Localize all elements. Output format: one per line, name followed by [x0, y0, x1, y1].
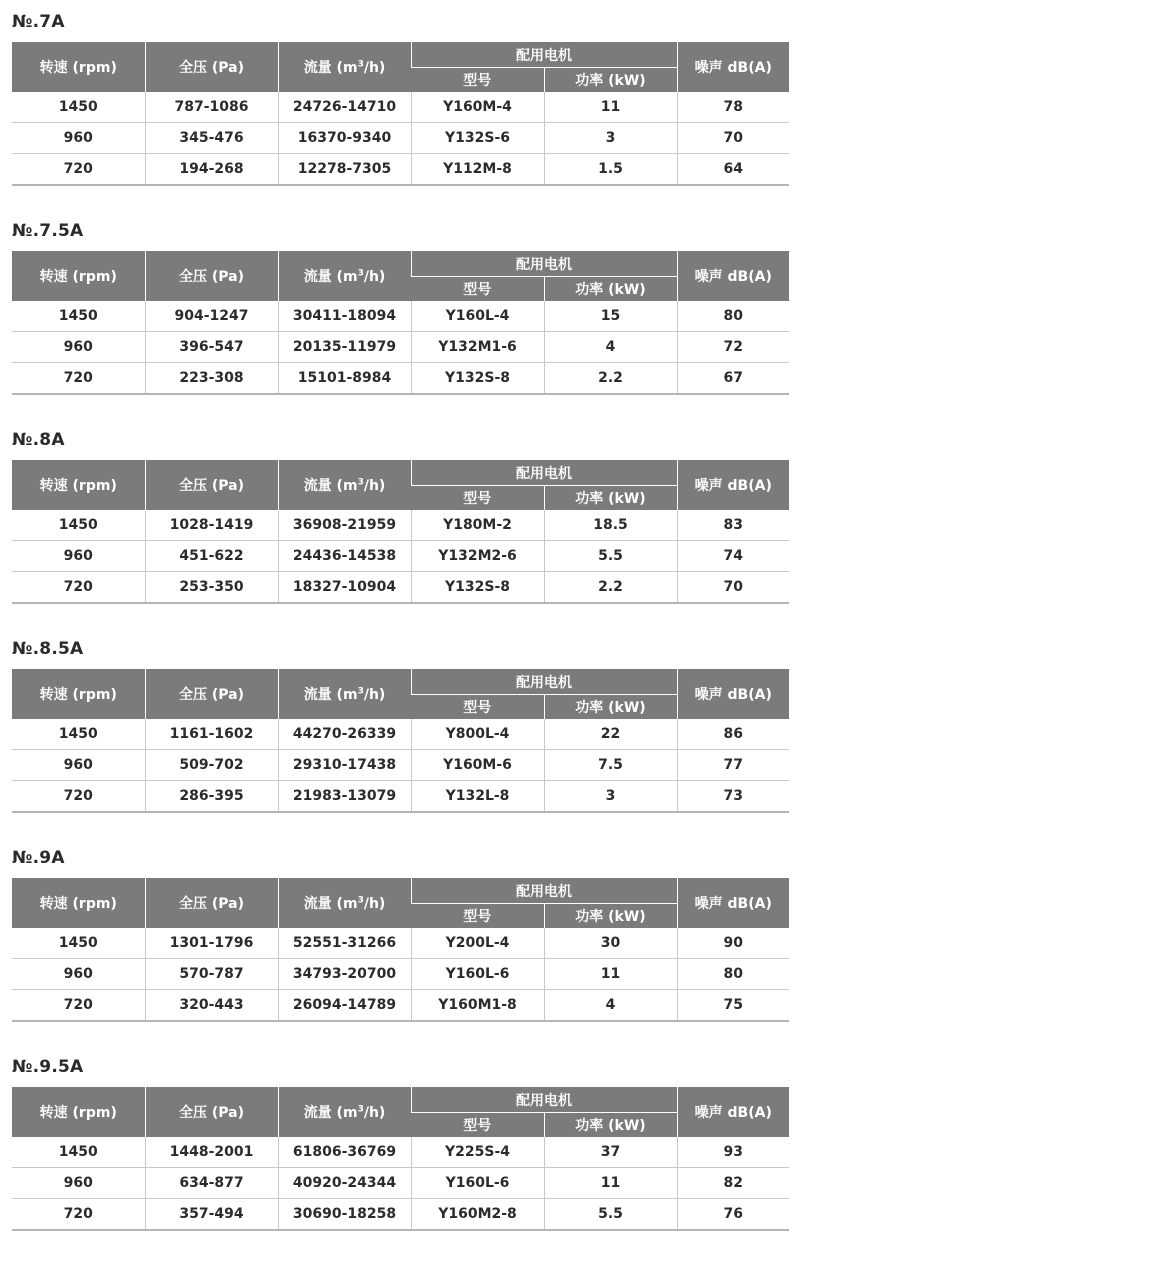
cell-speed: 960	[12, 123, 145, 154]
cell-speed: 720	[12, 154, 145, 186]
cell-flow: 26094-14789	[278, 990, 411, 1022]
spec-table	[12, 251, 789, 395]
header-flow-text: 流量 (m	[303, 896, 358, 912]
header-noise: 噪声 dB(A)	[677, 460, 789, 510]
header-speed: 转速 (rpm)	[12, 669, 145, 719]
cell-pressure: 904-1247	[145, 301, 278, 332]
header-flow	[278, 251, 411, 301]
cell-power: 7.5	[544, 750, 677, 781]
spec-table	[12, 42, 789, 186]
spec-table	[12, 878, 789, 1022]
header-motor-group: 配用电机	[411, 878, 677, 904]
header-pressure: 全压 (Pa)	[145, 669, 278, 719]
header-noise: 噪声 dB(A)	[677, 42, 789, 92]
cell-noise: 93	[677, 1137, 789, 1168]
cell-noise: 74	[677, 541, 789, 572]
header-flow-unit: /h)	[363, 896, 386, 912]
cell-power: 22	[544, 719, 677, 750]
header-noise: 噪声 dB(A)	[677, 878, 789, 928]
cell-power: 4	[544, 990, 677, 1022]
header-speed: 转速 (rpm)	[12, 42, 145, 92]
cell-pressure: 194-268	[145, 154, 278, 186]
cell-power: 18.5	[544, 510, 677, 541]
table-row	[12, 781, 789, 813]
section-title: №.7.5A	[12, 221, 84, 241]
table-row	[12, 510, 789, 541]
cell-noise: 80	[677, 301, 789, 332]
header-power: 功率 (kW)	[544, 695, 677, 720]
cell-pressure: 1301-1796	[145, 928, 278, 959]
header-row	[12, 878, 789, 904]
cell-flow: 12278-7305	[278, 154, 411, 186]
header-flow	[278, 42, 411, 92]
spec-section	[12, 637, 789, 846]
header-model: 型号	[411, 68, 544, 93]
header-power: 功率 (kW)	[544, 68, 677, 93]
cell-flow: 16370-9340	[278, 123, 411, 154]
header-row	[12, 42, 789, 68]
spec-section	[12, 10, 789, 219]
cell-power: 5.5	[544, 1199, 677, 1231]
spec-section	[12, 846, 789, 1055]
cell-power: 4	[544, 332, 677, 363]
header-power: 功率 (kW)	[544, 277, 677, 302]
cell-flow: 21983-13079	[278, 781, 411, 813]
cell-power: 30	[544, 928, 677, 959]
cell-flow: 20135-11979	[278, 332, 411, 363]
cell-model: Y160M-4	[411, 92, 544, 123]
cell-flow: 61806-36769	[278, 1137, 411, 1168]
header-flow-superscript: 3	[357, 477, 364, 488]
cell-speed: 960	[12, 750, 145, 781]
header-motor-group: 配用电机	[411, 460, 677, 486]
table-row	[12, 1137, 789, 1168]
header-flow-superscript: 3	[357, 1104, 364, 1115]
header-pressure: 全压 (Pa)	[145, 460, 278, 510]
header-flow	[278, 878, 411, 928]
header-noise: 噪声 dB(A)	[677, 1087, 789, 1137]
header-motor-group: 配用电机	[411, 42, 677, 68]
cell-speed: 720	[12, 572, 145, 604]
cell-noise: 90	[677, 928, 789, 959]
cell-model: Y132S-8	[411, 363, 544, 395]
header-flow-text: 流量 (m	[303, 1105, 358, 1121]
table-row	[12, 1168, 789, 1199]
cell-model: Y132L-8	[411, 781, 544, 813]
header-flow-superscript: 3	[357, 268, 364, 279]
cell-power: 11	[544, 959, 677, 990]
cell-pressure: 451-622	[145, 541, 278, 572]
table-row	[12, 959, 789, 990]
header-model: 型号	[411, 486, 544, 511]
header-row	[12, 669, 789, 695]
table-row	[12, 92, 789, 123]
header-power: 功率 (kW)	[544, 486, 677, 511]
cell-power: 1.5	[544, 154, 677, 186]
header-flow-unit: /h)	[363, 478, 386, 494]
table-row	[12, 332, 789, 363]
cell-flow: 30690-18258	[278, 1199, 411, 1231]
cell-power: 3	[544, 781, 677, 813]
cell-model: Y132M2-6	[411, 541, 544, 572]
cell-flow: 29310-17438	[278, 750, 411, 781]
cell-speed: 960	[12, 332, 145, 363]
cell-model: Y132S-8	[411, 572, 544, 604]
table-row	[12, 154, 789, 186]
cell-noise: 76	[677, 1199, 789, 1231]
cell-speed: 1450	[12, 301, 145, 332]
cell-model: Y160M2-8	[411, 1199, 544, 1231]
cell-flow: 18327-10904	[278, 572, 411, 604]
header-flow-text: 流量 (m	[303, 60, 358, 76]
spec-table	[12, 460, 789, 604]
cell-pressure: 357-494	[145, 1199, 278, 1231]
cell-power: 5.5	[544, 541, 677, 572]
section-title: №.9A	[12, 848, 65, 868]
cell-flow: 24726-14710	[278, 92, 411, 123]
cell-model: Y132M1-6	[411, 332, 544, 363]
cell-pressure: 1161-1602	[145, 719, 278, 750]
cell-power: 11	[544, 1168, 677, 1199]
cell-model: Y200L-4	[411, 928, 544, 959]
table-row	[12, 990, 789, 1022]
cell-noise: 80	[677, 959, 789, 990]
cell-speed: 1450	[12, 92, 145, 123]
cell-noise: 64	[677, 154, 789, 186]
cell-noise: 67	[677, 363, 789, 395]
cell-pressure: 396-547	[145, 332, 278, 363]
table-row	[12, 301, 789, 332]
cell-speed: 720	[12, 990, 145, 1022]
header-row	[12, 460, 789, 486]
spec-sheet	[12, 10, 789, 1264]
cell-speed: 960	[12, 959, 145, 990]
cell-speed: 960	[12, 1168, 145, 1199]
header-flow-superscript: 3	[357, 895, 364, 906]
table-row	[12, 1199, 789, 1231]
header-flow-text: 流量 (m	[303, 269, 358, 285]
cell-power: 37	[544, 1137, 677, 1168]
header-row	[12, 251, 789, 277]
cell-pressure: 345-476	[145, 123, 278, 154]
header-speed: 转速 (rpm)	[12, 1087, 145, 1137]
cell-pressure: 787-1086	[145, 92, 278, 123]
cell-flow: 36908-21959	[278, 510, 411, 541]
cell-model: Y160L-6	[411, 1168, 544, 1199]
cell-noise: 86	[677, 719, 789, 750]
cell-pressure: 570-787	[145, 959, 278, 990]
spec-section	[12, 428, 789, 637]
header-flow-superscript: 3	[357, 59, 364, 70]
cell-pressure: 509-702	[145, 750, 278, 781]
header-power: 功率 (kW)	[544, 1113, 677, 1138]
cell-noise: 78	[677, 92, 789, 123]
cell-flow: 24436-14538	[278, 541, 411, 572]
section-title: №.7A	[12, 12, 65, 32]
header-motor-group: 配用电机	[411, 669, 677, 695]
section-title: №.8A	[12, 430, 65, 450]
header-noise: 噪声 dB(A)	[677, 669, 789, 719]
header-row	[12, 1087, 789, 1113]
header-speed: 转速 (rpm)	[12, 878, 145, 928]
header-motor-group: 配用电机	[411, 1087, 677, 1113]
cell-speed: 1450	[12, 510, 145, 541]
spec-section	[12, 1055, 789, 1264]
header-speed: 转速 (rpm)	[12, 251, 145, 301]
cell-noise: 82	[677, 1168, 789, 1199]
header-flow	[278, 669, 411, 719]
cell-speed: 1450	[12, 928, 145, 959]
cell-speed: 960	[12, 541, 145, 572]
cell-flow: 15101-8984	[278, 363, 411, 395]
cell-noise: 77	[677, 750, 789, 781]
header-model: 型号	[411, 1113, 544, 1138]
cell-power: 2.2	[544, 572, 677, 604]
cell-noise: 83	[677, 510, 789, 541]
header-flow-superscript: 3	[357, 686, 364, 697]
cell-noise: 73	[677, 781, 789, 813]
header-motor-group: 配用电机	[411, 251, 677, 277]
cell-model: Y160L-4	[411, 301, 544, 332]
table-row	[12, 750, 789, 781]
cell-noise: 75	[677, 990, 789, 1022]
header-speed: 转速 (rpm)	[12, 460, 145, 510]
spec-section	[12, 219, 789, 428]
cell-model: Y160M-6	[411, 750, 544, 781]
header-flow-unit: /h)	[363, 687, 386, 703]
cell-pressure: 320-443	[145, 990, 278, 1022]
header-pressure: 全压 (Pa)	[145, 878, 278, 928]
header-flow-text: 流量 (m	[303, 478, 358, 494]
cell-noise: 72	[677, 332, 789, 363]
header-flow	[278, 460, 411, 510]
section-title: №.8.5A	[12, 639, 84, 659]
cell-power: 15	[544, 301, 677, 332]
cell-pressure: 1028-1419	[145, 510, 278, 541]
header-model: 型号	[411, 277, 544, 302]
table-row	[12, 719, 789, 750]
cell-speed: 1450	[12, 719, 145, 750]
table-row	[12, 572, 789, 604]
cell-model: Y112M-8	[411, 154, 544, 186]
header-pressure: 全压 (Pa)	[145, 251, 278, 301]
cell-noise: 70	[677, 123, 789, 154]
cell-model: Y180M-2	[411, 510, 544, 541]
table-row	[12, 123, 789, 154]
header-model: 型号	[411, 904, 544, 929]
table-row	[12, 541, 789, 572]
header-pressure: 全压 (Pa)	[145, 1087, 278, 1137]
cell-speed: 720	[12, 1199, 145, 1231]
section-title: №.9.5A	[12, 1057, 84, 1077]
table-row	[12, 363, 789, 395]
cell-speed: 720	[12, 781, 145, 813]
spec-table	[12, 1087, 789, 1231]
cell-model: Y225S-4	[411, 1137, 544, 1168]
cell-flow: 40920-24344	[278, 1168, 411, 1199]
cell-model: Y132S-6	[411, 123, 544, 154]
table-row	[12, 928, 789, 959]
cell-pressure: 1448-2001	[145, 1137, 278, 1168]
cell-pressure: 634-877	[145, 1168, 278, 1199]
cell-pressure: 286-395	[145, 781, 278, 813]
header-flow-unit: /h)	[363, 60, 386, 76]
cell-pressure: 223-308	[145, 363, 278, 395]
header-power: 功率 (kW)	[544, 904, 677, 929]
header-pressure: 全压 (Pa)	[145, 42, 278, 92]
header-flow-unit: /h)	[363, 1105, 386, 1121]
cell-flow: 44270-26339	[278, 719, 411, 750]
spec-table	[12, 669, 789, 813]
header-model: 型号	[411, 695, 544, 720]
cell-power: 3	[544, 123, 677, 154]
cell-model: Y800L-4	[411, 719, 544, 750]
cell-noise: 70	[677, 572, 789, 604]
header-flow	[278, 1087, 411, 1137]
header-flow-unit: /h)	[363, 269, 386, 285]
header-noise: 噪声 dB(A)	[677, 251, 789, 301]
cell-model: Y160L-6	[411, 959, 544, 990]
cell-model: Y160M1-8	[411, 990, 544, 1022]
cell-speed: 720	[12, 363, 145, 395]
cell-flow: 52551-31266	[278, 928, 411, 959]
cell-power: 11	[544, 92, 677, 123]
cell-flow: 30411-18094	[278, 301, 411, 332]
cell-flow: 34793-20700	[278, 959, 411, 990]
header-flow-text: 流量 (m	[303, 687, 358, 703]
cell-pressure: 253-350	[145, 572, 278, 604]
cell-power: 2.2	[544, 363, 677, 395]
cell-speed: 1450	[12, 1137, 145, 1168]
